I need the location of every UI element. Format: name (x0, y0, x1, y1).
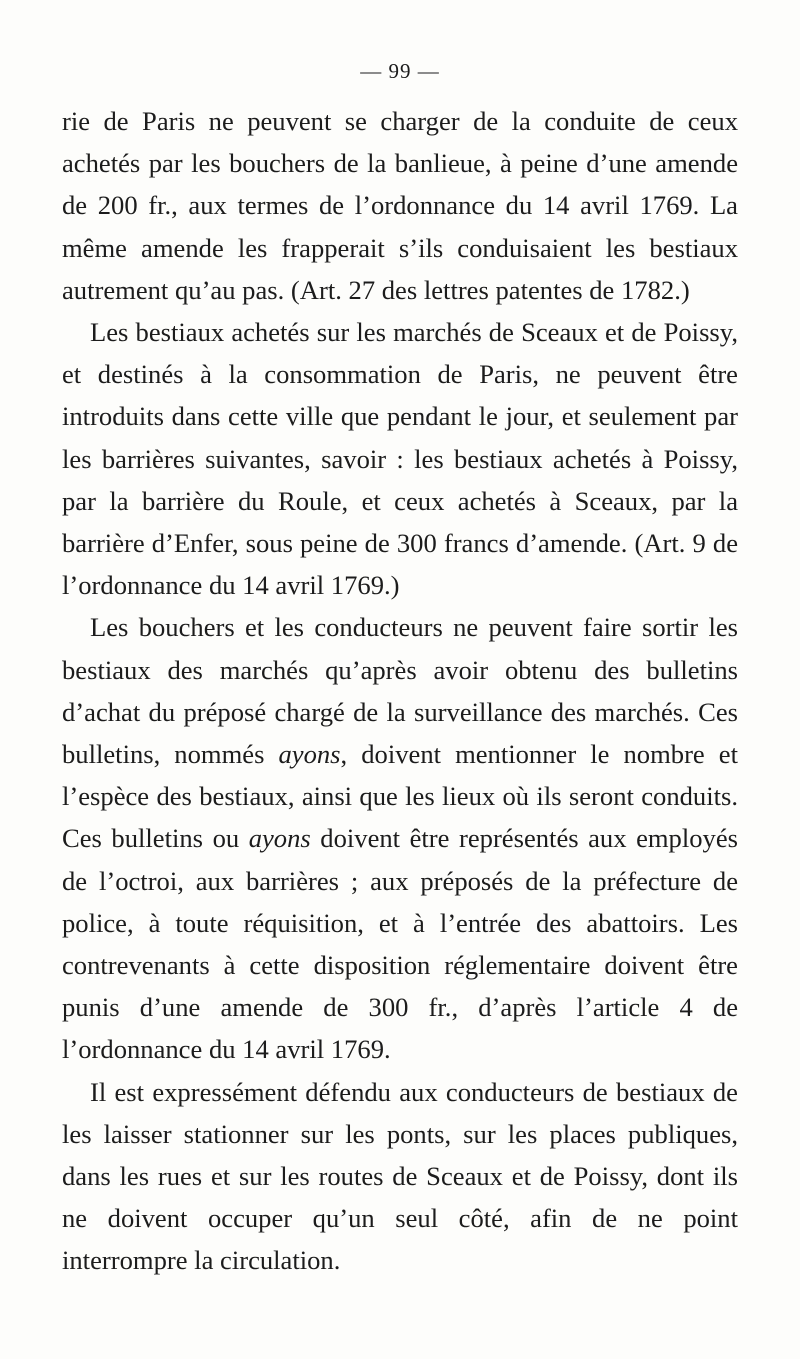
paragraph-3-text-c: doivent être représentés aux employés de l’octroi, aux barrières ; aux préposés de la préfecture de police, à toute réquisition, et à l’entrée des abattoirs. Les contrevenants à cette disposition réglementaire doivent être punis d’une amende de 300 fr., d’après l’article 4 de l’ordonnance du 14 avril 1769. (62, 823, 738, 1065)
paragraph-1-text: rie de Paris ne peuvent se charger de la conduite de ceux achetés par les bouchers de la banlieue, à peine d’une amende de 200 fr., aux termes de l’ordonnance du 14 avril 1769. La même amende les frapperait s’ils conduisaient les bestiaux autrement qu’au pas. (Art. 27 des lettres patentes de 1782.) (62, 106, 738, 305)
paragraph-2-text: Les bestiaux achetés sur les marchés de Sceaux et de Poissy, et destinés à la consommation de Paris, ne peuvent être introduits dans cette ville que pendant le jour, et seulement par les barrières suivantes, savoir : les bestiaux achetés à Poissy, par la barrière du Roule, et ceux achetés à Sceaux, par la barrière d’Enfer, sous peine de 300 francs d’amende. (Art. 9 de l’ordonnance du 14 avril 1769.) (62, 317, 738, 601)
paragraph-4-text: Il est expressément défendu aux conducteurs de bestiaux de les laisser stationner sur les ponts, sur les places publiques, dans les rues et sur les routes de Sceaux et de Poissy, dont ils ne doivent occuper qu’un seul côté, afin de ne point interrompre la circulation. (62, 1076, 738, 1276)
paragraph-1 (62, 100, 738, 311)
paragraph-2 (62, 311, 738, 606)
page-body-text (62, 100, 738, 1282)
paragraph-4 (62, 1071, 738, 1282)
page-number-header: — 99 — (360, 59, 440, 83)
paragraph-3-text-b: , doivent mentionner le nombre et l’espèce des bestiaux, ainsi que les lieux où ils seront conduits. Ces bulletins ou (62, 739, 738, 854)
paragraph-3-term-ayons-1: ayons (278, 739, 341, 770)
paragraph-3 (62, 606, 738, 1070)
paragraph-3-term-ayons-2: ayons (248, 823, 311, 854)
paragraph-3-text-a: Les bouchers et les conducteurs ne peuvent faire sortir les bestiaux des marchés qu’après avoir obtenu des bulletins d’achat du préposé chargé de la surveillance des marchés. Ces bulletins, nommés (62, 612, 738, 770)
